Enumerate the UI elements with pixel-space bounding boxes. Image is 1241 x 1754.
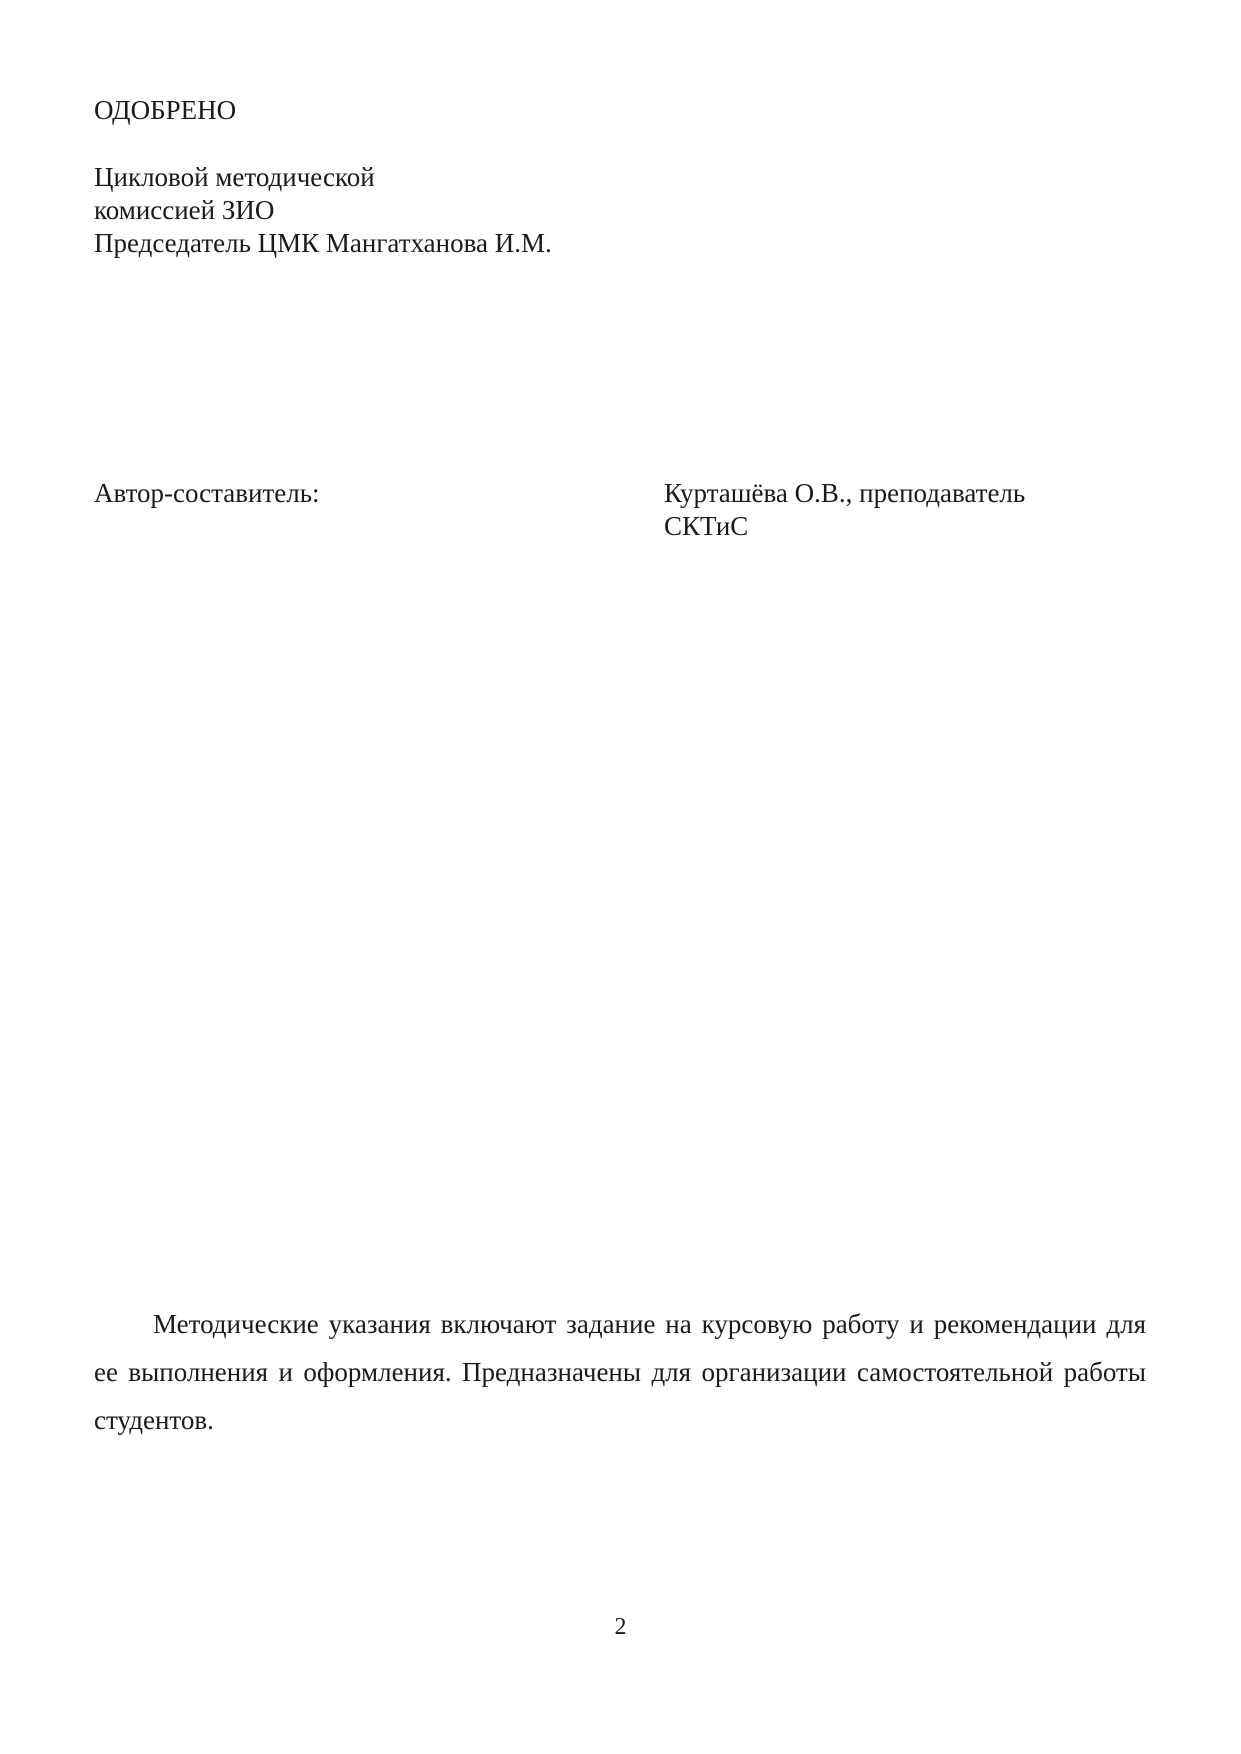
author-label: Автор-составитель: <box>94 478 320 508</box>
author-name-line: Курташёва О.В., преподаватель <box>664 478 1026 508</box>
approval-title: ОДОБРЕНО <box>94 95 237 125</box>
annotation-paragraph: Методические указания включают задание на курсовую работу и рекомендации для ее выполнения и оформления. Предназначены для организации самостоятельной работы студентов. <box>94 1309 1146 1435</box>
chairman-line: Председатель ЦМК Мангатханова И.М. <box>94 228 552 258</box>
approval-commission-block <box>94 161 552 260</box>
commission-line: Цикловой методической <box>94 162 375 192</box>
page-number: 2 <box>614 1614 627 1640</box>
author-info <box>664 477 1025 543</box>
commission-line: комиссией ЗИО <box>94 195 275 225</box>
author-department-line: СКТиС <box>664 511 749 541</box>
